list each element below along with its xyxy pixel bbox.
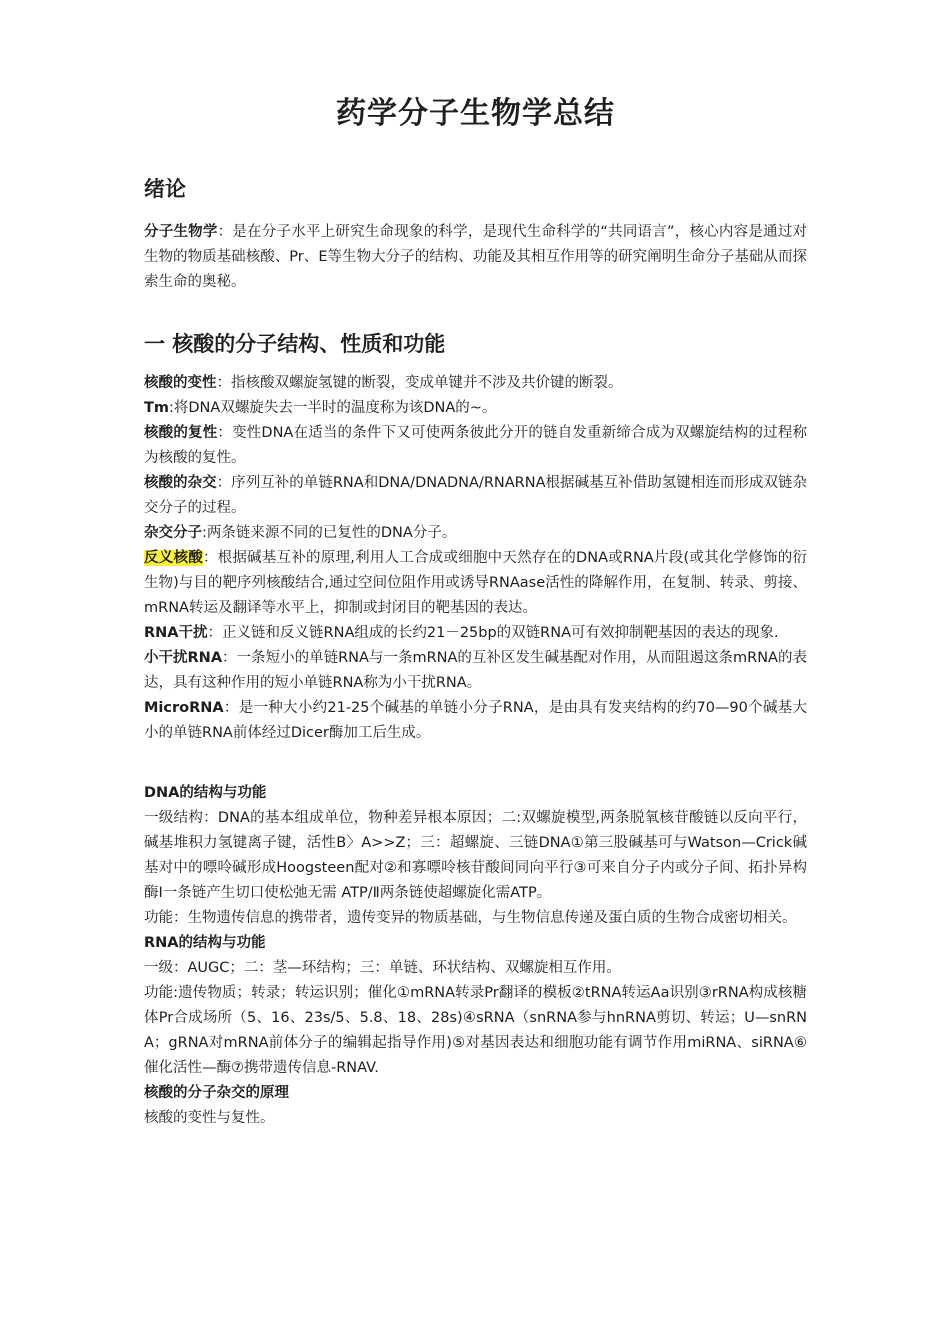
definition-item <box>144 396 807 421</box>
rna-section-heading: RNA的结构与功能 <box>144 935 266 951</box>
definition-text: ：正义链和反义链RNA组成的长约21－25bp的双链RNA可有效抑制靶基因的表达的现象. <box>207 625 779 641</box>
definition-text: ：变性DNA在适当的条件下又可使两条彼此分开的链自发重新缔合成为双螺旋结构的过程称为核酸的复性。 <box>144 425 808 466</box>
definition-item <box>144 421 807 471</box>
dna-function-text: 功能：生物遗传信息的携带者，遗传变异的物质基础，与生物信息传递及蛋白质的生物合成密切相关。 <box>144 910 797 926</box>
definition-item <box>144 646 807 696</box>
intro-heading: 绪论 <box>144 177 186 201</box>
intro-text: ：是在分子水平上研究生命现象的科学，是现代生命科学的“共同语言”，核心内容是通过对生物的物质基础核酸、Pr、E等生物大分子的结构、功能及其相互作用等的研究阐明生命分子基础从而探索生命的奥秘。 <box>144 224 807 290</box>
rna-function-text: 功能:遗传物质；转录；转运识别；催化①mRNA转录Pr翻译的模板②tRNA转运Aa识别③rRNA构成核糖体Pr合成场所（5、16、23s/5、5.8、18、28s)④sRNA（snRNA参与hnRNA剪切、转运；U—snRNA；gRNA对mRNA前体分子的编辑起指导作用)⑤对基因表达和细胞功能有调节作用miRNA、siRNA⑥催化活性—酶⑦携带遗传信息-RNAV. <box>144 985 807 1076</box>
hybridization-text: 核酸的变性与复性。 <box>144 1110 275 1126</box>
definition-item <box>144 371 807 396</box>
definition-text: ：根据碱基互补的原理,利用人工合成或细胞中天然存在的DNA或RNA片段(或其化学修饰的衍生物)与目的靶序列核酸结合,通过空间位阻作用或诱导RNAase活性的降解作用，在复制、转录、剪接、mRNA转运及翻译等水平上，抑制或封闭目的靶基因的表达。 <box>144 550 807 616</box>
document-title: 药学分子生物学总结 <box>336 96 615 131</box>
definition-term: RNA干扰 <box>144 625 208 641</box>
definition-item <box>144 546 807 621</box>
definition-text: ：一条短小的单链RNA与一条mRNA的互补区发生碱基配对作用，从而阻遏这条mRNA的表达，具有这种作用的短小单链RNA称为小干扰RNA。 <box>144 650 807 691</box>
definition-term: 核酸的杂交 <box>144 475 217 491</box>
definition-item <box>144 471 807 521</box>
definition-term: MicroRNA <box>144 700 224 716</box>
chapter1-heading: 一 核酸的分子结构、性质和功能 <box>144 332 446 356</box>
hybridization-section-heading: 核酸的分子杂交的原理 <box>144 1085 289 1101</box>
dna-structure-text: 一级结构：DNA的基本组成单位，物种差异根本原因；二:双螺旋模型,两条脱氧核苷酸链以反向平行，碱基堆积力氢键离子键，活性B〉A>>Z；三：超螺旋、三链DNA①第三股碱基可与Watson—Crick碱基对中的嘌呤碱形成Hoogsteen配对②和寡嘌呤核苷酸间同向平行③可来自分子内或分子间、拓扑异构酶Ⅰ一条链产生切口使松弛无需 ATP/Ⅱ两条链使超螺旋化需ATP。 <box>144 810 807 901</box>
intro-paragraph <box>144 220 807 295</box>
definition-item <box>144 696 807 746</box>
definition-term: Tm <box>144 400 169 416</box>
definition-text: ：是一种大小约21-25个碱基的单链小分子RNA，是由具有发夹结构的约70—90个碱基大小的单链RNA前体经过Dicer酶加工后生成。 <box>144 700 807 741</box>
highlighted-definition-term: 反义核酸 <box>144 550 203 566</box>
definition-text: :两条链来源不同的已复性的DNA分子。 <box>202 525 457 541</box>
definition-text: ：序列互补的单链RNA和DNA/DNADNA/RNARNA根据碱基互补借助氢键相连而形成双链杂交分子的过程。 <box>144 475 807 516</box>
definition-term: 杂交分子 <box>144 525 202 541</box>
definition-item <box>144 521 807 546</box>
definition-text: ：指核酸双螺旋氢键的断裂，变成单键并不涉及共价键的断裂。 <box>216 375 623 391</box>
definition-term: 核酸的变性 <box>144 375 217 391</box>
definition-text: :将DNA双螺旋失去一半时的温度称为该DNA的~。 <box>169 400 497 416</box>
definition-list <box>144 371 807 746</box>
definition-item <box>144 621 807 646</box>
definition-term: 核酸的复性 <box>144 425 218 441</box>
intro-term: 分子生物学 <box>144 224 218 240</box>
dna-section-heading: DNA的结构与功能 <box>144 785 267 801</box>
rna-structure-text: 一级：AUGC；二：茎—环结构；三：单链、环状结构、双螺旋相互作用。 <box>144 960 621 976</box>
definition-term: 小干扰RNA <box>144 650 223 666</box>
